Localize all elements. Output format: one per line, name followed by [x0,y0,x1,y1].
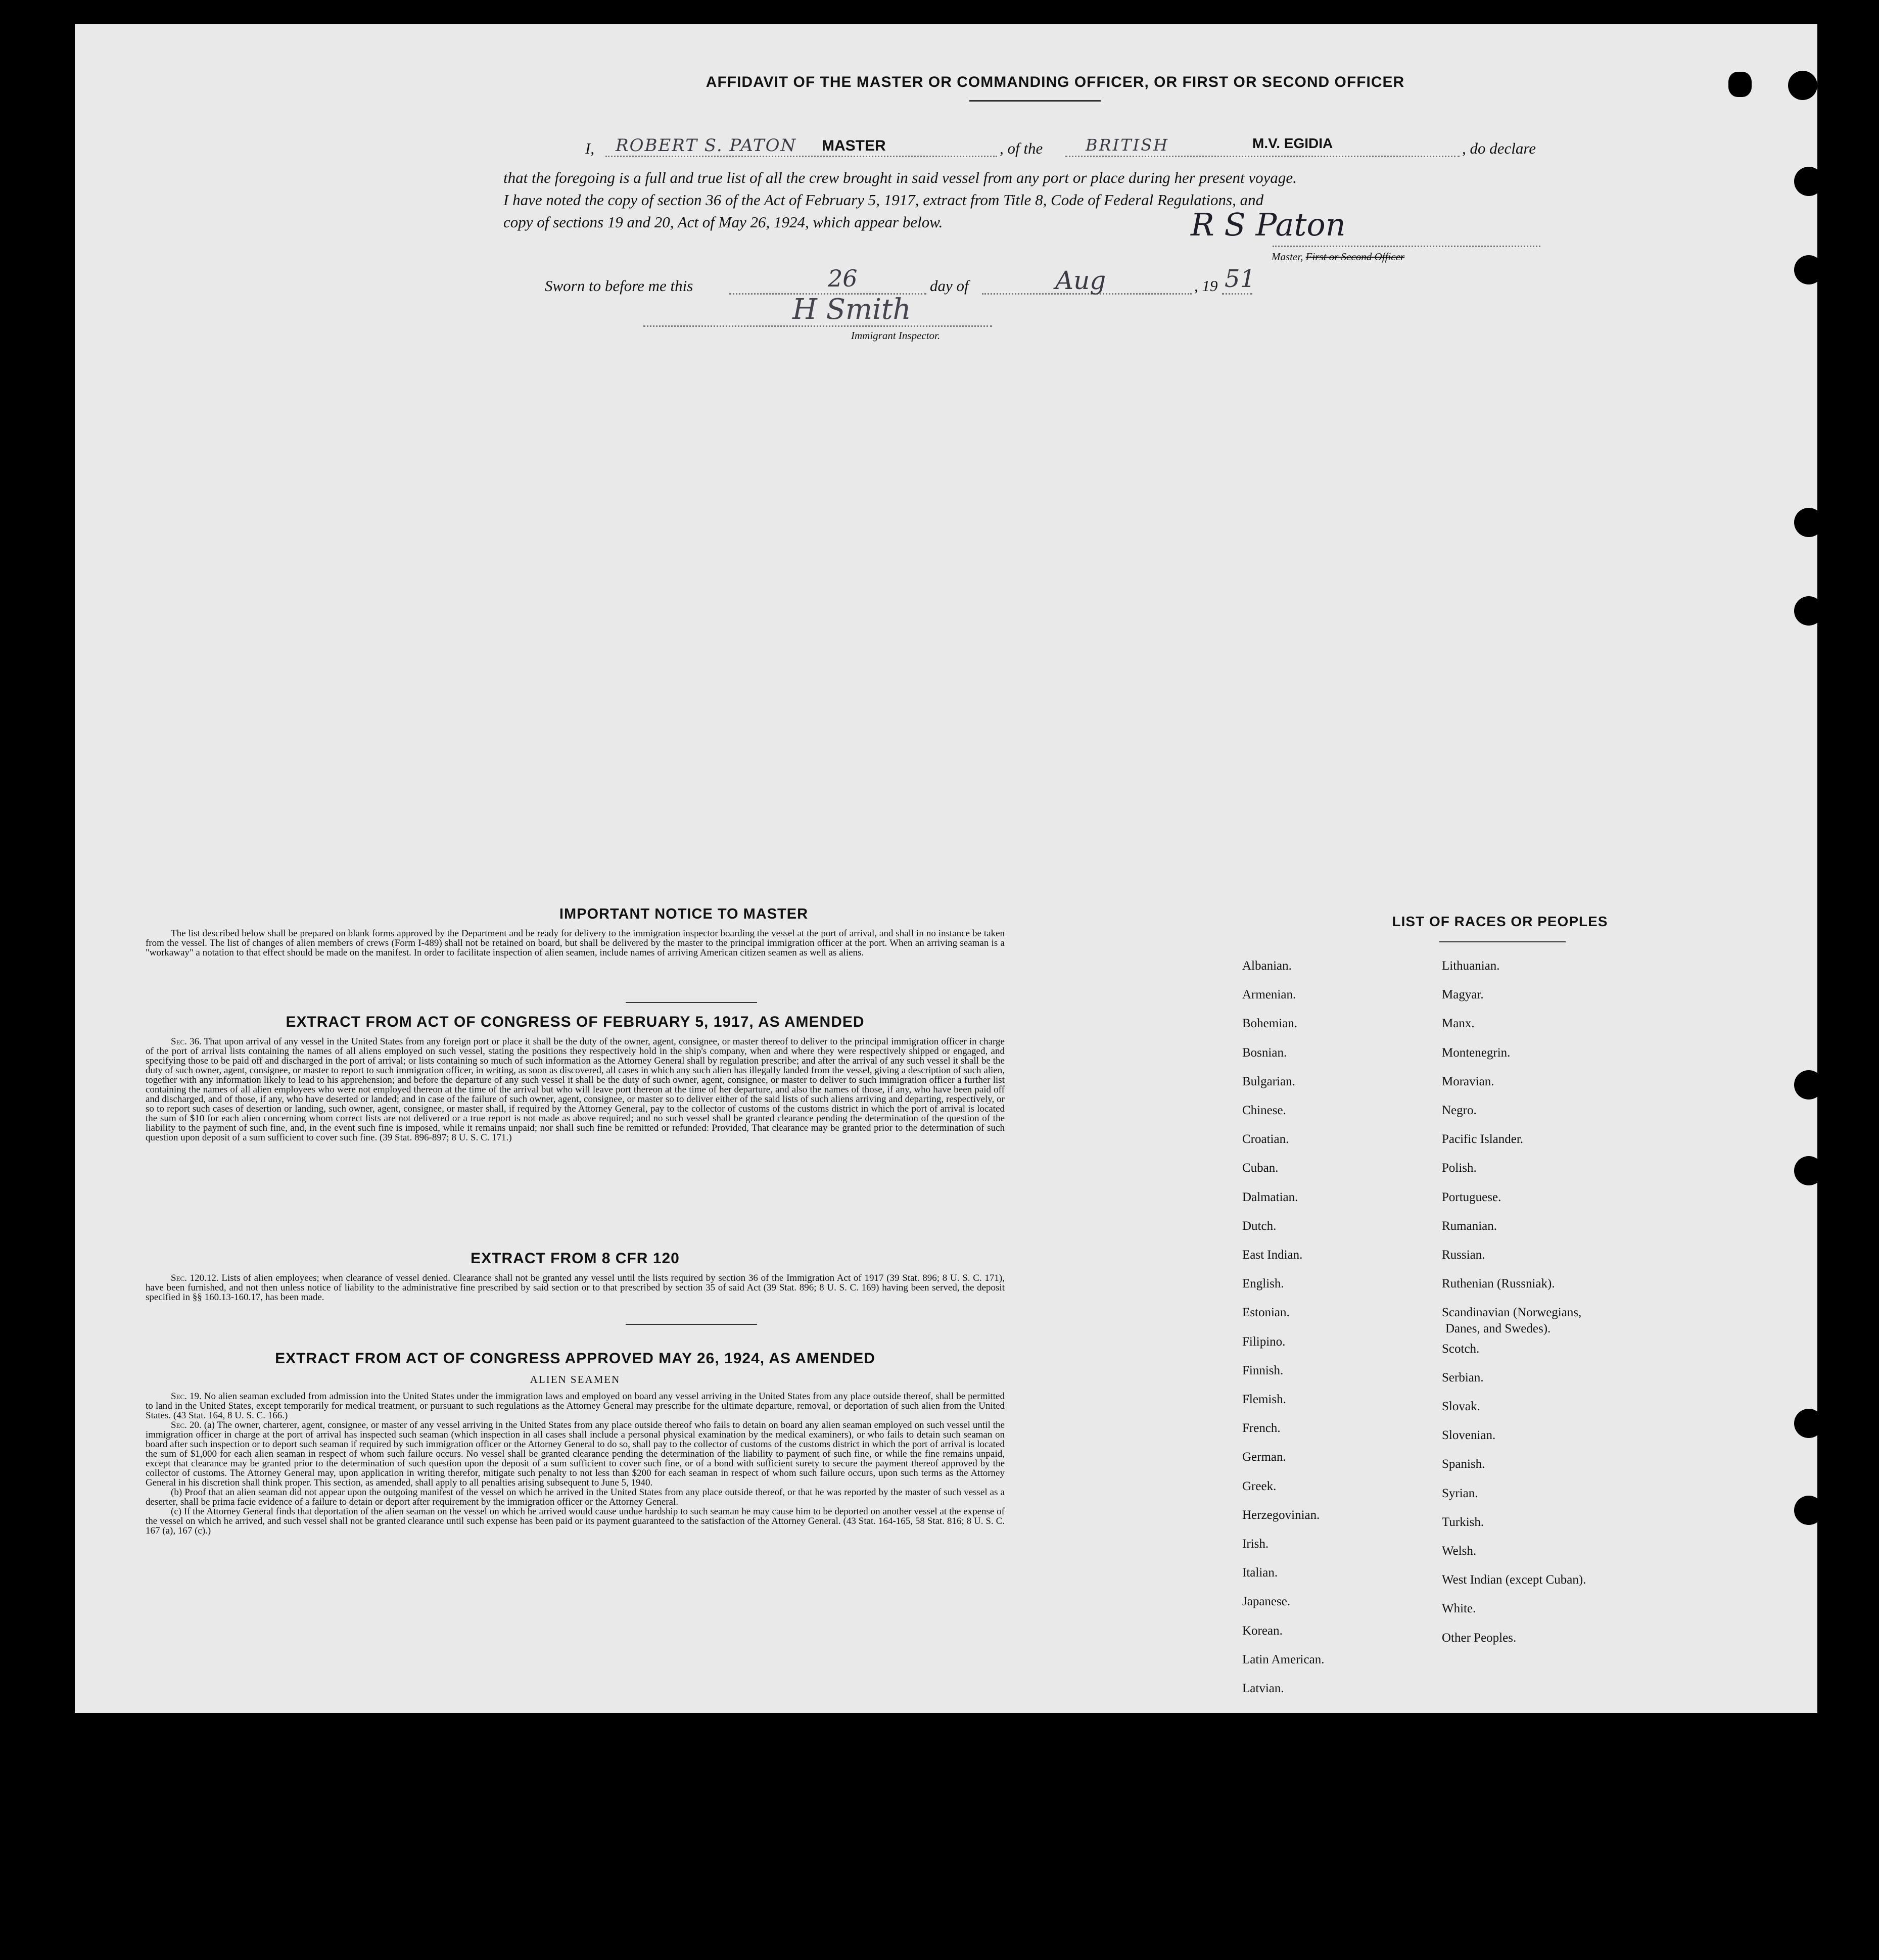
punch-hole [1794,1409,1823,1438]
of-the-label: , of the [1000,139,1043,157]
race-item: Chinese. [1242,1104,1286,1117]
name-field-line [605,156,997,157]
punch-hole [1794,596,1823,626]
affidavit-line-3: I have noted the copy of section 36 of the Act of February 5, 1917, extract from Title 8, Code of Federal Regulations, and [503,191,1264,209]
punch-hole [1794,508,1823,537]
extract-1924-title: EXTRACT FROM ACT OF CONGRESS APPROVED MAY 26, 1924, AS AMENDED [275,1350,875,1367]
vessel-field-line [1065,156,1460,157]
notice-text: The list described below shall be prepared on blank forms approved by the Department and be ready for delivery to the immigration inspector boarding the vessel at the port of arrival, and shall in no instance be taken from the vessel. The list of changes of alien members of crews (Form I-489) shall not be retained on board, but shall be delivered by the master to the principal immigration officer at the port. When an arriving seaman is a "workaway" a notation to that effect should be made on the manifest. In order to facilitate inspection of alien seamen, include names of arriving American citizen seamen as well as aliens. [146,928,1005,958]
race-item: Finnish. [1242,1363,1284,1377]
race-item: Negro. [1442,1104,1477,1117]
extract-1917-title: EXTRACT FROM ACT OF CONGRESS OF FEBRUARY 5, 1917, AS AMENDED [286,1014,865,1030]
sec-20b-text: (b) Proof that an alien seaman did not appear upon the outgoing manifest of the vessel on which he arrived in the United States from any place outside thereof, or that he was reported by the master of such vessel as a deserter, shall be prima facie evidence of a failure to detain or deport after requirement by the immigration officer or the Attorney General. [146,1487,1005,1507]
race-item: English. [1242,1277,1284,1291]
race-item: Serbian. [1442,1370,1484,1384]
race-item: Croatian. [1242,1132,1289,1146]
punch-hole [1794,255,1823,284]
sec-120-label: Sec. 120.12. [171,1273,219,1283]
race-item: German. [1242,1450,1286,1464]
race-item: Danes, and Swedes). [1445,1322,1551,1336]
affidavit-declaration-line [585,135,1545,161]
sec-20c-text: (c) If the Attorney General finds that deportation of the alien seaman on the vessel on which he arrived would cause undue hardship to such seaman he may cause him to be deported on another vessel at the expense of the vessel on which he arrived, and such vessel shall not be granted clearance until such expense has been paid or its payment guaranteed to the satisfaction of the Attorney General. (43 Stat. 164-165, 58 Stat. 816; 8 U. S. C. 167 (a), 167 (c).) [146,1506,1005,1536]
document-page [75,24,1817,1713]
race-item: Welsh. [1442,1544,1477,1558]
race-item: Bohemian. [1242,1017,1298,1031]
affidavit-statement [503,167,1514,233]
race-item: Korean. [1242,1623,1283,1638]
race-item: Armenian. [1242,988,1296,1002]
sworn-label: Sworn to before me this [545,277,693,295]
day-of-label: day of [930,277,969,295]
year-value: 51 [1225,265,1256,293]
inspector-title: Immigrant Inspector. [851,329,941,342]
sec-20-label: Sec. 20. [171,1420,202,1430]
sec-19-text: No alien seaman excluded from admission into the United States under the immigration laws and employed on board any vessel arriving in the United States from any place outside thereof, shall be permitted to land in the United States, except temporarily for medical treatment, or pursuant to such regulations as the Attorney General may prescribe for the ultimate departure, removal, or deportation of such alien from the United States. (43 Stat. 164, 8 U. S. C. 166.) [146,1391,1005,1421]
race-item: Manx. [1442,1017,1475,1031]
race-item: Irish. [1242,1537,1269,1551]
race-item: Slovenian. [1442,1428,1496,1443]
sec-20a-text: (a) The owner, charterer, agent, consignee, or master of any vessel arriving in the United States from any place outside thereof who fails to detain on board any alien seaman employed on such vessel until the immigration officer in charge at the port of arrival has inspected such seaman (which inspection in all cases shall include a personal physical examination by the medical examiners), or who fails to detain such seaman on board after such inspection or to deport such seaman if required by such immigration officer or the Attorney General to do so, shall pay to the collector of customs of the customs district in which the port of arrival is located the sum of $1,000 for each alien seaman in respect of whom such failure occurs. No vessel shall be granted clearance pending the determination of the liability to payment of such fine, or while the fine remains unpaid, except that clearance may be granted prior to the determination of such question upon the deposit of a sum sufficient to cover such fine, or of a bond with sufficient surety to secure the payment thereof approved by the collector of customs. The Attorney General may, upon application in writing therefor, mitigate such penalty to not less than $200 for each seaman in respect of whom such failure occurs, upon such terms as the Attorney General in his discretion shall think proper. This section, as amended, shall apply to all penalties arising subsequent to June 5, 1940. [146,1420,1005,1488]
race-item: Bosnian. [1242,1045,1287,1060]
race-item: Filipino. [1242,1334,1286,1349]
race-item: Scandinavian (Norwegians, [1442,1306,1582,1320]
punch-hole [1788,71,1817,100]
race-item: Dutch. [1242,1219,1277,1233]
nationality: BRITISH [1086,135,1169,155]
race-item: Montenegrin. [1442,1045,1511,1060]
rank-stamp: MASTER [822,137,886,154]
notice-body [146,929,1005,958]
race-item: Lithuanian. [1442,959,1500,973]
race-item: Pacific Islander. [1442,1132,1524,1146]
extract-1917-body [146,1037,1005,1142]
race-item: Italian. [1242,1566,1278,1580]
sec-36-text: That upon arrival of any vessel in the United States from any foreign port or place it shall be the duty of the owner, agent, consignee, or master thereof to deliver to the principal immigration officer in charge of the port of arrival lists containing the names of all aliens employed on such vessel, stating the positions they respectively hold in the ship's company, when and where they were respectively shipped or engaged, and specifying those to be paid off and discharged in the port of arrival; or lists containing so much of such information as the Attorney General shall by regulation prescribe; and after the arrival of any such vessel it shall be the duty of such owner, agent, consignee, or master to report to such immigration officer, in writing, as soon as discovered, all cases in which any such alien has illegally landed from the vessel, giving a description of such alien, together with any information likely to lead to his apprehension; and before the departure of any such vessel it shall be the duty of such owner, agent, consignee, or master to deliver to such immigration officer a further list containing the names of all alien employees who were not employed thereon at the time of the arrival but who will leave port thereon at the time of her departure, and also the names of those, if any, who have been paid off and discharged, and of those, if any, who have deserted or landed; and in case of the failure of such owner, agent, consignee, or master so to deliver either of the said lists of such aliens arriving and departing, respectively, or so to report such cases of desertion or landing, such owner, agent, consignee, or master shall, if required by the Attorney General, pay to the collector of customs of the customs district in which the port of arrival is located the sum of $10 for each alien concerning whom correct lists are not delivered or a true report is not made as above required; and no such vessel shall be granted clearance pending the determination of the question of the liability to the payment of such fine, and, in the event such fine is imposed, while it remains unpaid; nor shall such fine be remitted or refunded: Provided, That clearance may be granted prior to the determination of such question upon deposit of a sum sufficient to cover such fine. (39 Stat. 896-897; 8 U. S. C. 171.) [146,1036,1005,1143]
sec-120-text: Lists of alien employees; when clearance of vessel denied. Clearance shall not be granted any vessel until the lists required by section 36 of the Immigration Act of 1917 (39 Stat. 896; 8 U. S. C. 171), have been furnished, and not then unless notice of liability to the administrative fine prescribed by said section or to that prescribed by section 35 of said Act (39 Stat. 896; 8 U. S. C. 169) having been served, the deposit specified in §§ 160.13-160.17, has been made. [146,1273,1005,1303]
master-signature-line [1273,246,1540,247]
race-item: Russian. [1442,1248,1485,1262]
race-item: Estonian. [1242,1306,1290,1320]
race-item: Greek. [1242,1479,1277,1493]
race-item: French. [1242,1421,1281,1436]
race-item: Flemish. [1242,1393,1286,1406]
inspector-signature: H Smith [792,293,911,326]
race-item: White. [1442,1602,1476,1616]
punch-hole [1728,72,1752,97]
year-field-line [1222,293,1252,295]
master-name: ROBERT S. PATON [616,135,797,156]
race-item: Rumanian. [1442,1219,1497,1233]
race-item: Dalmatian. [1242,1190,1298,1204]
sworn-line [545,265,1353,302]
vessel-name-stamp: M.V. EGIDIA [1252,135,1333,151]
race-item: Herzegovinian. [1242,1508,1320,1522]
title-rule [969,100,1101,102]
race-item: Turkish. [1442,1515,1484,1529]
extract-cfr-body [146,1273,1005,1302]
races-title-rule [1439,941,1566,942]
punch-hole [1794,1070,1823,1099]
race-item: Moravian. [1442,1074,1494,1088]
extract-1924-body [146,1392,1005,1536]
race-item: Bulgarian. [1242,1074,1295,1088]
race-item: Latin American. [1242,1652,1325,1666]
year-prefix: , 19 [1194,277,1218,295]
race-item: Other Peoples. [1442,1631,1517,1645]
races-list-title: LIST OF RACES OR PEOPLES [1392,914,1608,929]
signer-title-master: Master, [1272,251,1303,263]
race-item: Slovak. [1442,1400,1480,1413]
race-item: Cuban. [1242,1161,1279,1175]
race-item: Syrian. [1442,1486,1478,1500]
race-item: Albanian. [1242,959,1292,973]
alien-seamen-subtitle: ALIEN SEAMEN [530,1373,621,1385]
notice-title: IMPORTANT NOTICE TO MASTER [559,906,809,922]
pronoun-i: I, [585,139,595,157]
affidavit-title: AFFIDAVIT OF THE MASTER OR COMMANDING OFFICER, OR FIRST OR SECOND OFFICER [706,74,1405,90]
punch-hole [1794,1156,1823,1185]
master-signature: R S Paton [1191,206,1346,243]
race-item: East Indian. [1242,1248,1303,1262]
affidavit-line-2: that the foregoing is a full and true list of all the crew brought in said vessel from any port or place during her present voyage. [503,169,1297,186]
race-item: West Indian (except Cuban). [1442,1573,1586,1587]
race-item: Japanese. [1242,1595,1291,1609]
punch-hole [1794,167,1823,196]
sec-36-label: Sec. 36. [171,1036,202,1047]
race-item: Ruthenian (Russniak). [1442,1277,1555,1291]
signer-title-struck: First or Second Officer [1305,251,1405,263]
race-item: Scotch. [1442,1342,1480,1356]
race-item: Polish. [1442,1161,1477,1175]
race-item: Latvian. [1242,1682,1284,1695]
extract-cfr-title: EXTRACT FROM 8 CFR 120 [471,1250,680,1267]
month-value: Aug [1055,266,1106,295]
race-item: Portuguese. [1442,1190,1501,1204]
sec-19-label: Sec. 19. [171,1391,202,1402]
day-value: 26 [828,265,858,292]
do-declare-label: , do declare [1462,139,1536,157]
signer-title [1272,251,1404,263]
affidavit-line-4: copy of sections 19 and 20, Act of May 26, 1924, which appear below. [503,213,943,231]
punch-hole [1794,1496,1823,1525]
race-item: Spanish. [1442,1457,1485,1471]
notice-rule [626,1002,757,1003]
race-item: Magyar. [1442,988,1484,1002]
cfr-rule [626,1324,757,1325]
